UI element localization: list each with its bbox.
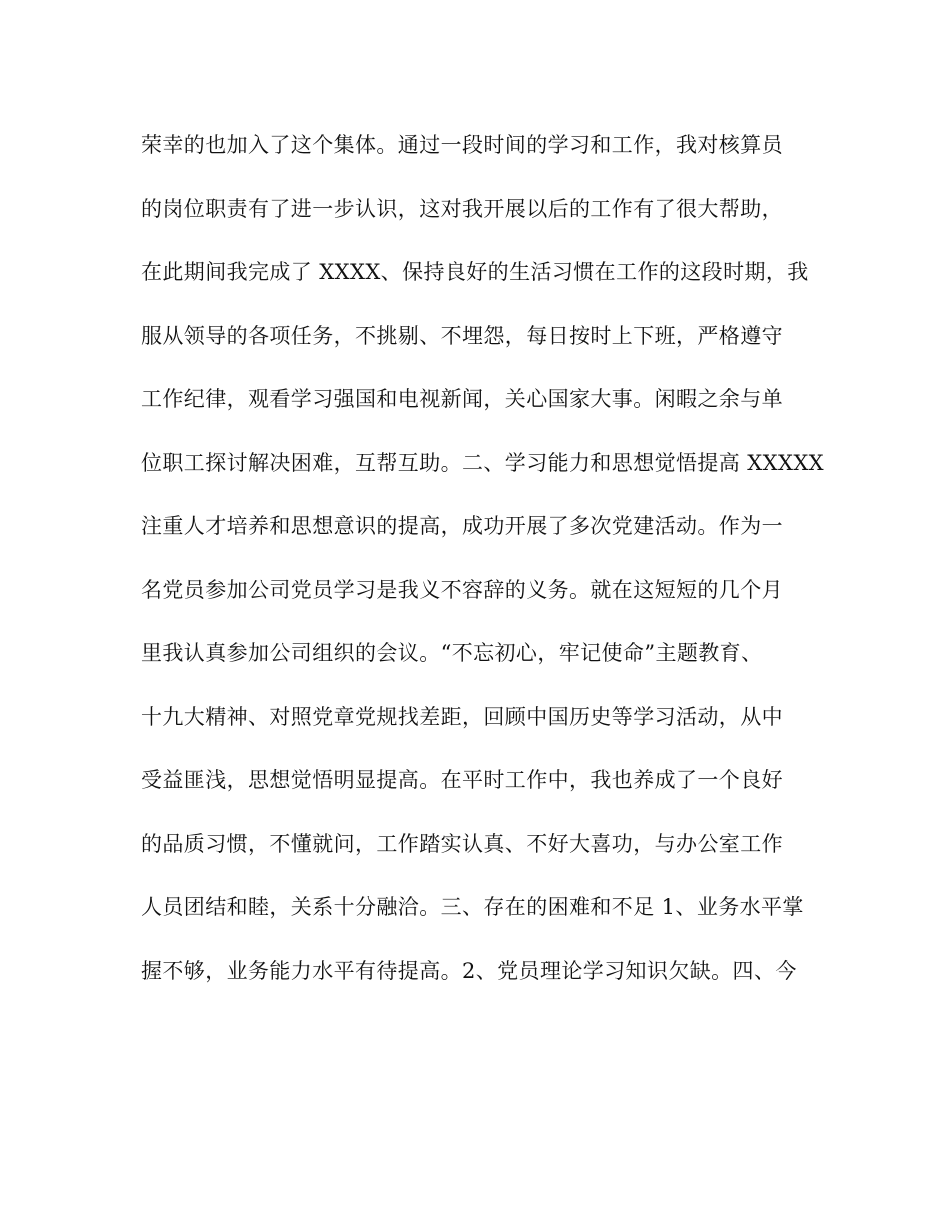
text-line: 里我认真参加公司组织的会议。“不忘初心，牢记使命”主题教育、 [141, 641, 763, 665]
text-line: 十九大精神、对照党章党规找差距，回顾中国历史等学习活动，从中 [141, 704, 783, 729]
text-line: 在此期间我完成了 XXXX、保持良好的生活习惯在工作的这段时期，我 [141, 260, 809, 284]
text-line: 名党员参加公司党员学习是我义不容辞的义务。就在这短短的几个月 [141, 577, 783, 602]
text-line: 的岗位职责有了进一步认识，这对我开展以后的工作有了很大帮助， [141, 196, 783, 221]
text-line: 服从领导的各项任务，不挑剔、不埋怨，每日按时上下班，严格遵守 [141, 323, 783, 348]
text-line: 荣幸的也加入了这个集体。通过一段时间的学习和工作，我对核算员 [141, 133, 783, 157]
text-line: 工作纪律，观看学习强国和电视新闻，关心国家大事。闲暇之余与单 [141, 387, 783, 411]
text-line: 人员团结和睦，关系十分融洽。三、存在的困难和不足 1、业务水平掌 [141, 895, 804, 919]
text-line: 握不够，业务能力水平有待提高。2、党员理论学习知识欠缺。四、今 [141, 958, 797, 983]
text-line: 注重人才培养和思想意识的提高，成功开展了多次党建活动。作为一 [141, 514, 783, 538]
document-body [141, 123, 825, 1012]
text-line: 受益匪浅，思想觉悟明显提高。在平时工作中，我也养成了一个良好 [141, 768, 783, 792]
text-line: 的品质习惯，不懂就问，工作踏实认真、不好大喜功，与办公室工作 [141, 831, 783, 856]
text-line: 位职工探讨解决困难，互帮互助。二、学习能力和思想觉悟提高 XXXXX [141, 450, 825, 475]
